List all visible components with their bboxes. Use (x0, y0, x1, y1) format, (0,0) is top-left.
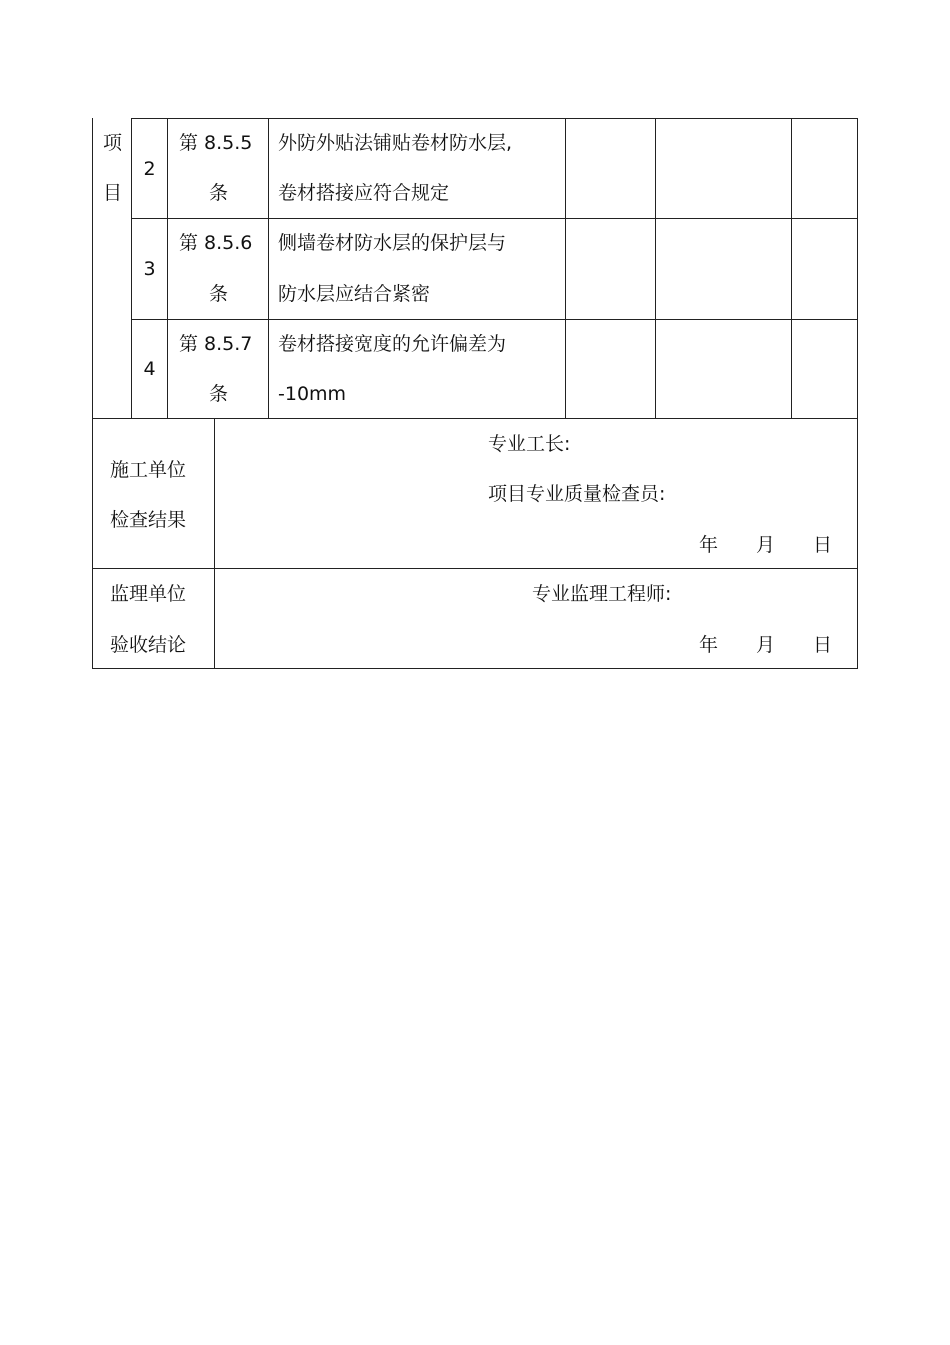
clause-number: 第 8.5.5 (179, 132, 253, 154)
row-index: 2 (143, 158, 156, 180)
construction-unit-label: 施工单位 (110, 459, 187, 481)
items-label-char: 项 (103, 132, 123, 154)
row-divider (131, 218, 858, 219)
row-divider (131, 319, 858, 320)
date-year-label: 年 (699, 534, 719, 556)
date-month-label: 月 (756, 534, 776, 556)
inspection-content: -10mm (278, 383, 347, 405)
clause-number: 第 8.5.7 (179, 333, 253, 355)
column-divider (167, 118, 168, 419)
construction-unit-label: 检查结果 (110, 509, 187, 531)
inspection-content: 卷材搭接宽度的允许偏差为 (278, 333, 507, 355)
column-divider (268, 118, 269, 419)
label-column-divider (214, 418, 215, 669)
clause-suffix: 条 (209, 383, 229, 405)
inspection-content: 外防外贴法铺贴卷材防水层, (278, 132, 513, 154)
clause-number: 第 8.5.6 (179, 232, 253, 254)
row-index: 4 (143, 358, 156, 380)
column-divider (791, 118, 792, 419)
quality-inspector-signature-label: 项目专业质量检查员: (488, 483, 666, 505)
inspection-content: 防水层应结合紧密 (278, 283, 431, 305)
row-index: 3 (143, 258, 156, 280)
table-left-border (92, 118, 93, 669)
items-label-char: 目 (103, 182, 123, 204)
table-right-border (857, 118, 858, 669)
inspection-content: 卷材搭接应符合规定 (278, 182, 450, 204)
supervision-unit-label: 验收结论 (110, 634, 187, 656)
table-top-border (131, 118, 858, 119)
inspection-content: 侧墙卷材防水层的保护层与 (278, 232, 507, 254)
clause-suffix: 条 (209, 283, 229, 305)
section-divider (92, 568, 858, 569)
supervising-engineer-signature-label: 专业监理工程师: (532, 583, 672, 605)
date-day-label: 日 (813, 534, 833, 556)
date-day-label: 日 (813, 634, 833, 656)
column-divider (655, 118, 656, 419)
clause-suffix: 条 (209, 182, 229, 204)
date-year-label: 年 (699, 634, 719, 656)
date-month-label: 月 (756, 634, 776, 656)
section-divider (92, 418, 858, 419)
column-divider (565, 118, 566, 419)
table-bottom-border (92, 668, 858, 669)
supervision-unit-label: 监理单位 (110, 583, 187, 605)
foreman-signature-label: 专业工长: (488, 433, 571, 455)
